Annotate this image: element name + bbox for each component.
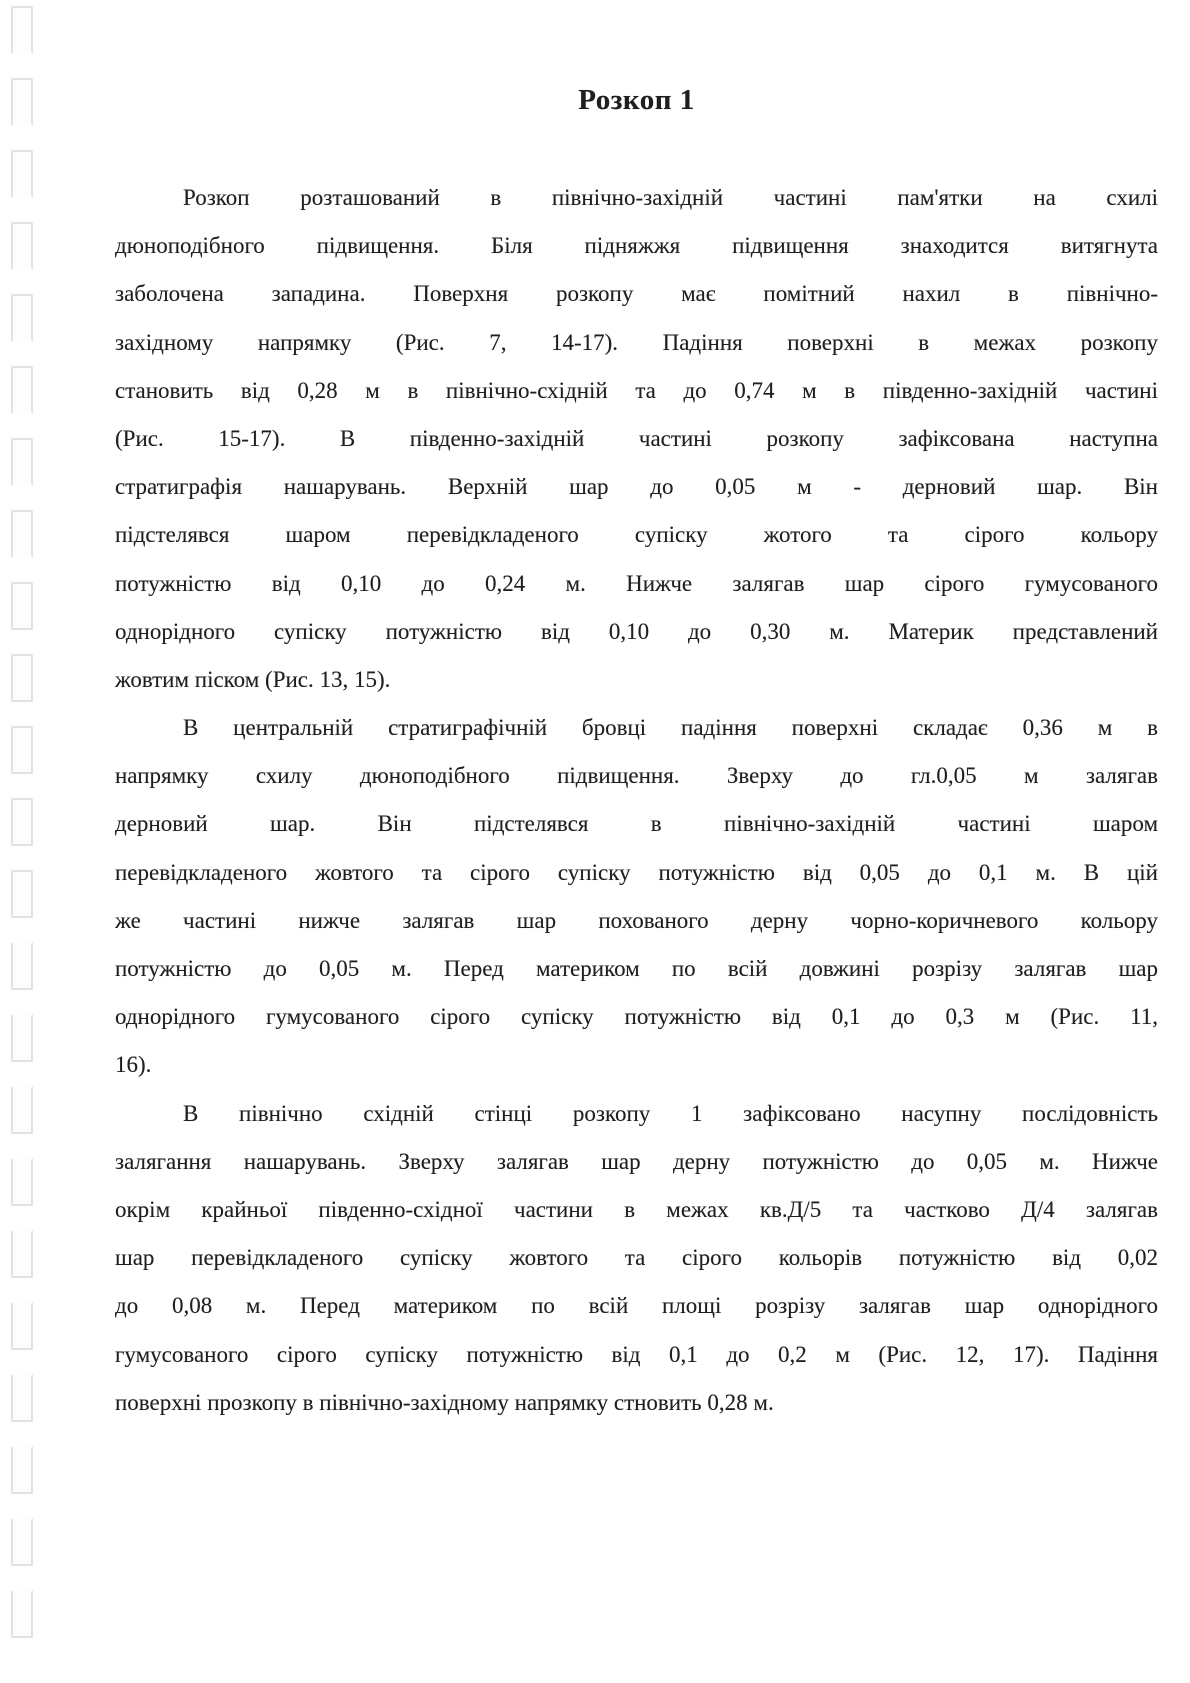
binder-hole-mark <box>11 870 33 918</box>
text-line: однорідного супіску потужністю від 0,10 до 0,30 м. Материк представлений <box>115 618 1158 644</box>
text-line: перевідкладеного жовтого та сірого супіску потужністю від 0,05 до 0,1 м. В цій <box>115 859 1158 885</box>
text-line: гумусованого сірого супіску потужністю від 0,1 до 0,2 м (Рис. 12, 17). Падіння <box>115 1341 1158 1367</box>
text-line: жовтим піском (Рис. 13, 15). <box>115 666 391 692</box>
paragraph <box>115 174 1158 704</box>
text-line: залягання нашарувань. Зверху залягав шар дерну потужністю до 0,05 м. Нижче <box>115 1148 1158 1174</box>
binder-hole-mark <box>11 510 33 558</box>
text-line: В центральній стратиграфічній бровці падіння поверхні складає 0,36 м в <box>183 715 1158 741</box>
text-line: шар перевідкладеного супіску жовтого та сірого кольорів потужністю від 0,02 <box>115 1245 1158 1271</box>
text-line: заболочена западина. Поверхня розкопу має помітний нахил в північно- <box>115 281 1158 307</box>
binder-hole-mark <box>11 366 33 414</box>
paragraph <box>115 704 1158 1090</box>
binder-hole-mark <box>11 1518 33 1566</box>
text-line: Розкоп розташований в північно-західній частині пам'ятки на схилі <box>183 185 1158 210</box>
binder-hole-mark <box>11 1086 33 1134</box>
binder-hole-mark <box>11 6 33 54</box>
text-line: дерновий шар. Він підстелявся в північно-західній частині шаром <box>115 811 1158 837</box>
document-body <box>115 174 1158 1427</box>
binder-hole-mark <box>11 294 33 342</box>
text-line: дюноподібного підвищення. Біля підняжжя підвищення знаходится витягнута <box>115 233 1158 259</box>
binder-hole-mark <box>11 1230 33 1278</box>
binder-hole-mark <box>11 1014 33 1062</box>
binder-hole-mark <box>11 654 33 702</box>
text-line: західному напрямку (Рис. 7, 14-17). Падіння поверхні в межах розкопу <box>115 329 1158 355</box>
text-line: потужністю до 0,05 м. Перед материком по всій довжині розрізу залягав шар <box>115 956 1158 981</box>
text-line: окрім крайньої південно-східної частини в межах кв.Д/5 та частково Д/4 залягав <box>115 1196 1158 1222</box>
paragraph <box>115 1090 1158 1427</box>
binder-hole-mark <box>11 1590 33 1638</box>
text-line: напрямку схилу дюноподібного підвищення. Зверху до гл.0,05 м залягав <box>115 763 1158 789</box>
text-line: потужністю від 0,10 до 0,24 м. Нижче залягав шар сірого гумусованого <box>115 570 1158 596</box>
text-line: до 0,08 м. Перед материком по всій площі розрізу залягав шар однорідного <box>115 1293 1158 1319</box>
text-line: В північно східній стінці розкопу 1 зафіксовано насупну послідовність <box>183 1100 1158 1126</box>
text-line: становить від 0,28 м в північно-східній та до 0,74 м в південно-західній частині <box>115 377 1158 403</box>
binder-hole-mark <box>11 942 33 990</box>
text-line: підстелявся шаром перевідкладеного супіску жотого та сірого кольору <box>115 522 1158 548</box>
text-line: стратиграфія нашарувань. Верхній шар до 0,05 м - дерновий шар. Він <box>115 474 1158 500</box>
binder-hole-mark <box>11 798 33 846</box>
binder-hole-mark <box>11 1302 33 1350</box>
text-line: же частині нижче залягав шар похованого дерну чорно-коричневого кольору <box>115 907 1158 933</box>
binder-hole-mark <box>11 150 33 198</box>
page-title: Розкоп 1 <box>578 84 695 116</box>
binder-hole-mark <box>11 1446 33 1494</box>
binder-hole-mark <box>11 1374 33 1422</box>
binder-hole-mark <box>11 222 33 270</box>
binder-hole-mark <box>11 438 33 486</box>
binder-hole-mark <box>11 726 33 774</box>
binder-hole-mark <box>11 582 33 630</box>
binder-hole-mark <box>11 78 33 126</box>
text-line: 16). <box>115 1052 152 1078</box>
text-line: (Рис. 15-17). В південно-західній частині розкопу зафіксована наступна <box>115 425 1158 451</box>
binder-hole-mark <box>11 1158 33 1206</box>
text-line: поверхні прозкопу в північно-західному напрямку стновить 0,28 м. <box>115 1389 774 1415</box>
text-line: однорідного гумусованого сірого супіску потужністю від 0,1 до 0,3 м (Рис. 11, <box>115 1004 1158 1030</box>
